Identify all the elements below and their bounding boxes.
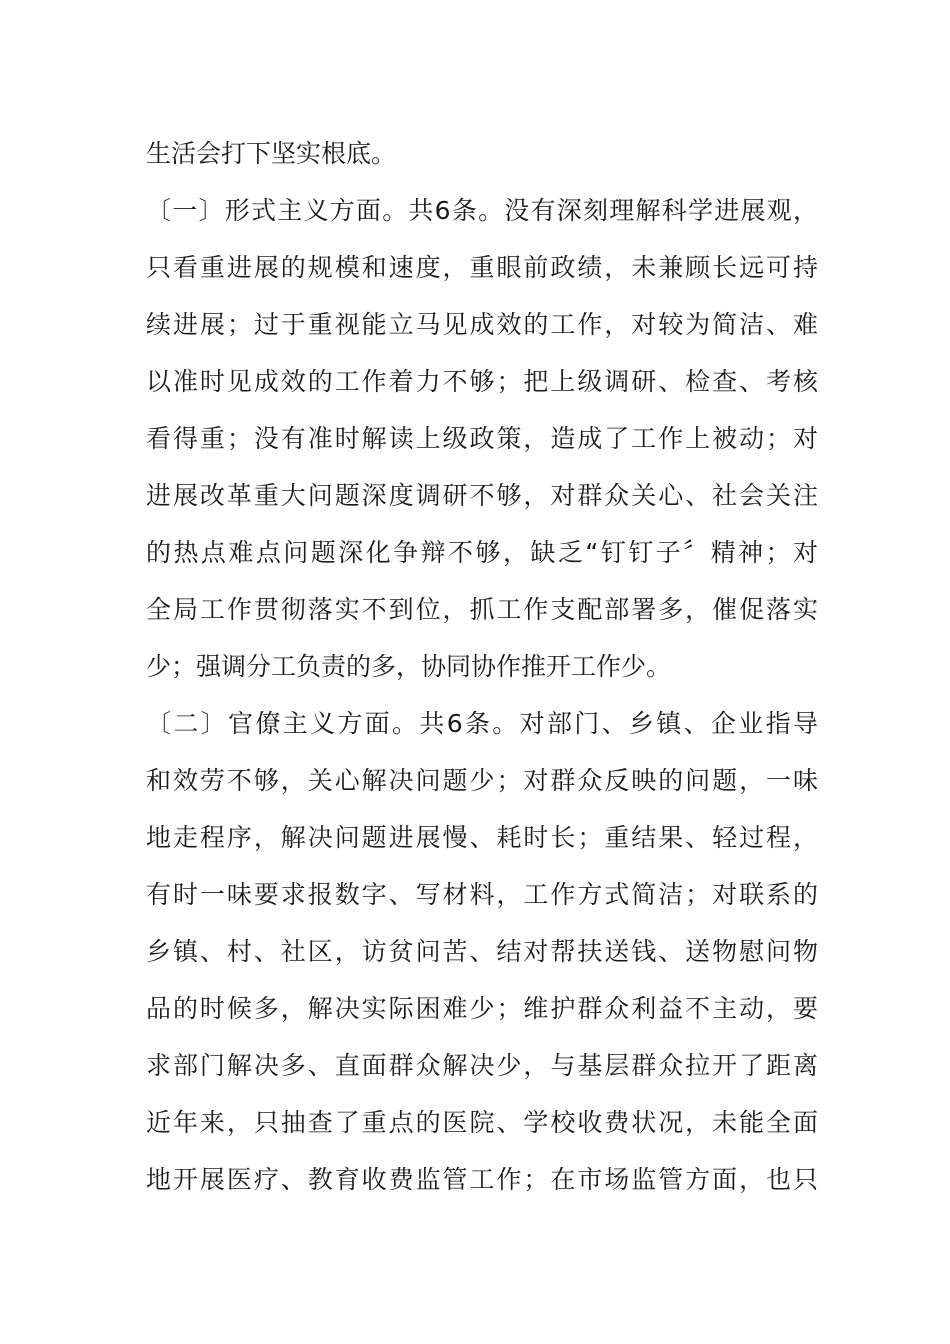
text-line: 看得重；没有准时解读上级政策，造成了工作上被动；对: [146, 424, 818, 453]
text-line: 和效劳不够，关心解决问题少；对群众反映的问题，一味: [146, 766, 818, 795]
text-line: 的热点难点问题深化争辩不够，缺乏“钉钉子〞精神；对: [146, 538, 818, 567]
text-line: 只看重进展的规模和速度，重眼前政绩，未兼顾长远可持: [146, 253, 818, 282]
text-line: 进展改革重大问题深度调研不够，对群众关心、社会关注: [146, 481, 818, 510]
text-line: 少；强调分工负责的多，协同协作推开工作少。: [146, 652, 672, 681]
text-line: 地走程序，解决问题进展慢、耗时长；重结果、轻过程，: [146, 823, 818, 852]
paragraph-heading-line: 〔一〕形式主义方面。共6条。没有深刻理解科学进展观，: [146, 196, 818, 225]
text-line: 地开展医疗、教育收费监管工作；在市场监管方面，也只: [146, 1165, 818, 1194]
paragraph-heading-line: 〔二〕官僚主义方面。共6条。对部门、乡镇、企业指导: [146, 709, 818, 738]
text-line: 以准时见成效的工作着力不够；把上级调研、检查、考核: [146, 367, 818, 396]
text-line: 近年来，只抽查了重点的医院、学校收费状况，未能全面: [146, 1108, 818, 1137]
text-line: 品的时候多，解决实际困难少；维护群众利益不主动，要: [146, 994, 818, 1023]
text-line: 续进展；过于重视能立马见成效的工作，对较为简洁、难: [146, 310, 818, 339]
text-line: 全局工作贯彻落实不到位，抓工作支配部署多，催促落实: [146, 595, 818, 624]
text-line: 有时一味要求报数字、写材料，工作方式简洁；对联系的: [146, 880, 818, 909]
document-body: [146, 125, 818, 1208]
text-line: 求部门解决多、直面群众解决少，与基层群众拉开了距离: [146, 1051, 818, 1080]
text-line: 生活会打下坚实根底。: [146, 139, 397, 168]
text-line: 乡镇、村、社区，访贫问苦、结对帮扶送钱、送物慰问物: [146, 937, 818, 966]
